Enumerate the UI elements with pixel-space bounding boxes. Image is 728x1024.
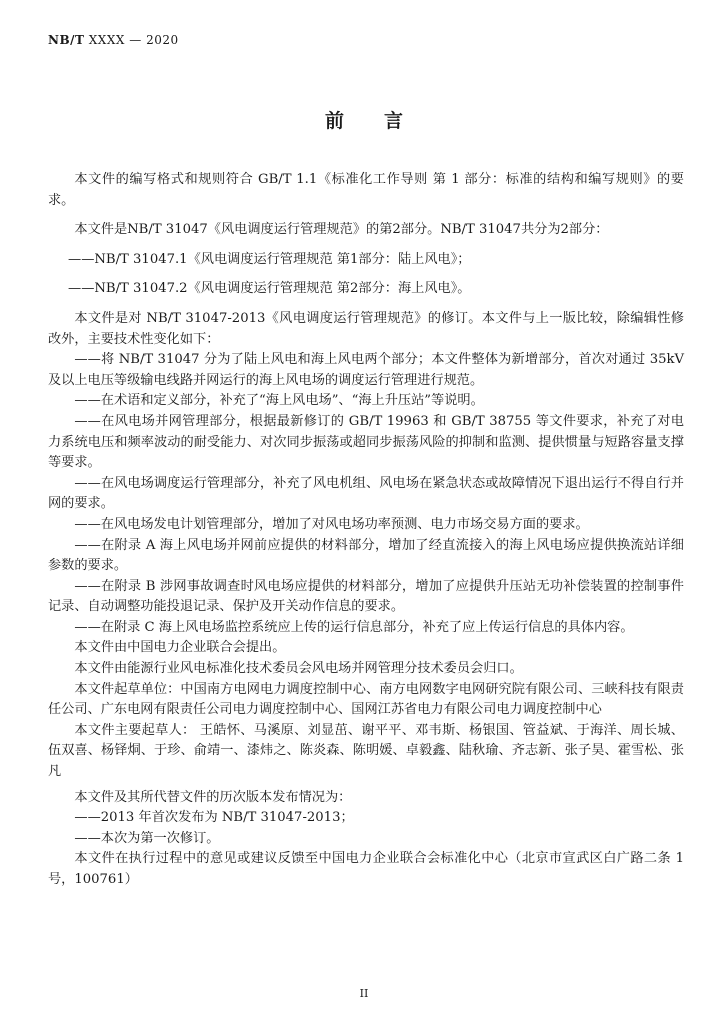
header-std-code: NB/T xyxy=(48,33,85,47)
title-char-2: 言 xyxy=(384,110,404,132)
paragraph-format-rules: 本文件的编写格式和规则符合 GB/T 1.1《标准化工作导则 第 1 部分：标准的结构和编写规则》的要求。 xyxy=(48,172,684,208)
list-item-change: ——在术语和定义部分，补充了“海上风电场”、“海上升压站”等说明。 xyxy=(74,393,484,409)
paragraph-drafting-units: 本文件起草单位：中国南方电网电力调度控制中心、南方电网数字电网研究院有限公司、三峡科技有限责任公司、广东电网有限责任公司电力调度控制中心、国网江苏省电力有限公司电力调度控制中心 xyxy=(48,681,684,718)
paragraph-part-2: ——NB/T 31047.2《风电调度运行管理规范 第2部分：海上风电》。 xyxy=(68,281,471,297)
paragraph-history-intro: 本文件及其所代替文件的历次版本发布情况为： xyxy=(74,789,352,805)
list-item-history: ——本次为第一次修订。 xyxy=(74,830,220,846)
document-header xyxy=(48,33,179,47)
paragraph-proposer: 本文件由中国电力企业联合会提出。 xyxy=(74,640,286,656)
paragraph-committee: 本文件由能源行业风电标准化技术委员会风电场并网管理分技术委员会归口。 xyxy=(74,661,523,677)
paragraph-revision: 本文件是对 NB/T 31047-2013《风电调度运行管理规范》的修订。本文件与上一版比较，除编辑性修改外，主要技术性变化如下： xyxy=(48,310,684,347)
foreword-body xyxy=(48,170,684,891)
paragraph-drafters: 本文件主要起草人： 王皓怀、马溪原、刘显茁、谢平平、邓韦斯、杨银国、管益斌、于海洋、周长城、伍双喜、杨铎烔、于珍、俞靖一、漆炜之、陈炎森、陈明媛、卓毅鑫、陆秋瑜、齐志新、张子昊、霍雪松、张凡 xyxy=(48,722,684,780)
paragraph-part-intro: 本文件是NB/T 31047《风电调度运行管理规范》的第2部分。NB/T 31047共分为2部分： xyxy=(74,222,609,238)
page-number: II xyxy=(359,987,369,1000)
header-std-number: XXXX — 2020 xyxy=(88,33,179,47)
title-char-1: 前 xyxy=(324,110,344,132)
list-item-history: ——2013 年首次发布为 NB/T 31047-2013； xyxy=(74,810,354,826)
page-title xyxy=(0,106,728,133)
list-item-change: ——在风电场调度运行管理部分，补充了风电机组、风电场在紧急状态或故障情况下退出运行不得自行并网的要求。 xyxy=(48,475,684,512)
paragraph-part-1: ——NB/T 31047.1《风电调度运行管理规范 第1部分：陆上风电》； xyxy=(68,251,471,267)
paragraph-feedback: 本文件在执行过程中的意见或建议反馈至中国电力企业联合会标准化中心（北京市宣武区白广路二条 1 号，100761） xyxy=(48,851,684,887)
list-item-change: ——在附录 C 海上风电场监控系统应上传的运行信息部分，补充了应上传运行信息的具体内容。 xyxy=(74,619,634,635)
list-item-change: ——在附录 A 海上风电场并网前应提供的材料部分，增加了经直流接入的海上风电场应提供换流站详细参数的要求。 xyxy=(48,537,684,574)
list-item-change: ——在附录 B 涉网事故调查时风电场应提供的材料部分，增加了应提供升压站无功补偿装置的控制事件记录、自动调整功能投退记录、保护及开关动作信息的要求。 xyxy=(48,578,684,615)
list-item-change: ——在风电场发电计划管理部分，增加了对风电场功率预测、电力市场交易方面的要求。 xyxy=(74,516,589,532)
list-item-change: ——将 NB/T 31047 分为了陆上风电和海上风电两个部分；本文件整体为新增部分，首次对通过 35kV 及以上电压等级输电线路并网运行的海上风电场的调度运行管理进行规范。 xyxy=(48,352,684,388)
list-item-change: ——在风电场并网管理部分，根据最新修订的 GB/T 19963 和 GB/T 38755 等文件要求，补充了对电力系统电压和频率波动的耐受能力、对次同步振荡或超同步振荡风险的抑制和监测、提供惯量与短路容量支撑等要求。 xyxy=(48,413,684,471)
